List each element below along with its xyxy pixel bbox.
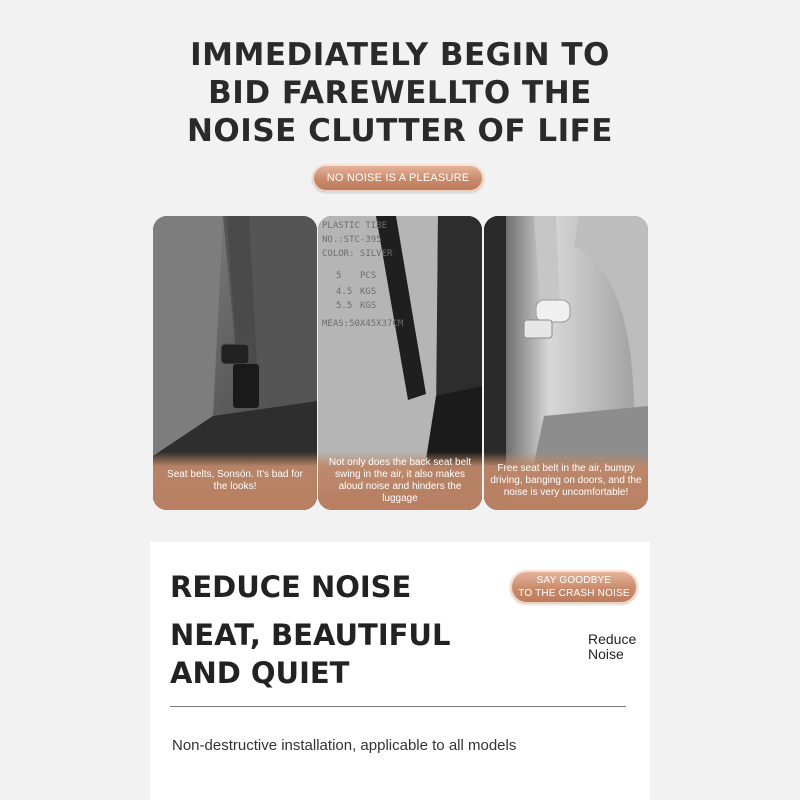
card-description: Non-destructive installation, applicable to all models bbox=[172, 737, 517, 754]
badge-line-1: SAY GOODBYE bbox=[536, 575, 612, 586]
badge-line-2: TO THE CRASH NOISE bbox=[518, 588, 630, 599]
divider bbox=[170, 706, 626, 707]
card-subtitle-line-1: NEAT, BEAUTIFUL bbox=[170, 618, 451, 652]
say-goodbye-badge bbox=[510, 570, 638, 604]
card-title: REDUCE NOISE bbox=[170, 570, 412, 604]
panel-caption: Not only does the back seat belt swing in the air, it also makes aloud noise and hinders the luggage bbox=[318, 452, 482, 510]
reduce-noise-label bbox=[588, 632, 636, 662]
panel-caption: Seat belts, Sonsón. It's bad for the looks! bbox=[153, 452, 317, 510]
card-subtitle-line-2: AND QUIET bbox=[170, 656, 350, 690]
box-print-unit: KGS bbox=[360, 301, 377, 311]
box-print-line: 4.5 bbox=[336, 287, 353, 297]
box-print-line: 5.5 bbox=[336, 301, 353, 311]
box-print-line: MEAS:50X45X37CM bbox=[322, 319, 404, 329]
headline-line-1: IMMEDIATELY BEGIN TO bbox=[190, 37, 610, 73]
headline-line-3: NOISE CLUTTER OF LIFE bbox=[186, 113, 613, 149]
no-noise-badge: NO NOISE IS A PLEASURE bbox=[312, 164, 484, 192]
photo-panel-luggage-box bbox=[318, 216, 482, 510]
box-print-line: PLASTIC TIBE bbox=[322, 221, 388, 231]
card-subtitle bbox=[170, 616, 450, 692]
photo-panel-free-belt bbox=[484, 216, 648, 510]
side-label-line-1: Reduce bbox=[588, 631, 637, 647]
box-print-line: COLOR: SILVER bbox=[322, 249, 393, 259]
side-label-line-2: Noise bbox=[588, 646, 624, 662]
box-print-line: NO.:STC-395 bbox=[322, 235, 382, 245]
box-print-unit: KGS bbox=[360, 287, 377, 297]
feature-card bbox=[150, 542, 650, 800]
headline-line-2: BID FAREWELLTO THE bbox=[208, 75, 592, 111]
box-print-line: 5 bbox=[336, 271, 342, 281]
photo-panel-seatbelt-buckle bbox=[153, 216, 317, 510]
box-print-unit: PCS bbox=[360, 271, 377, 281]
main-headline bbox=[0, 36, 800, 150]
panel-caption: Free seat belt in the air, bumpy driving, banging on doors, and the noise is very uncomfortable! bbox=[484, 452, 648, 510]
